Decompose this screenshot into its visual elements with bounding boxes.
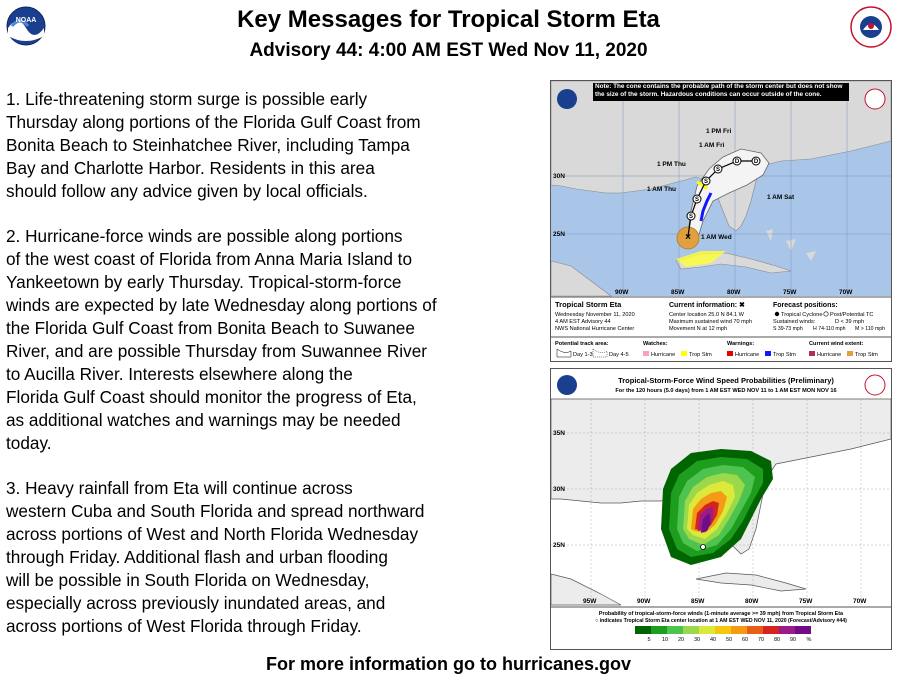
key-messages bbox=[6, 88, 536, 661]
scale-swatch bbox=[667, 626, 683, 634]
lon-70w: 70W bbox=[839, 289, 853, 296]
lon-90w: 90W bbox=[615, 289, 629, 296]
wind-lon-90w: 90W bbox=[637, 598, 651, 605]
scale-swatch bbox=[699, 626, 715, 634]
info-location: Center location 25.0 N 84.1 W bbox=[669, 312, 744, 318]
wind-lon-80w: 80W bbox=[745, 598, 759, 605]
key-message-2: 2. Hurricane-force winds are possible along portions of the west coast of Florida from Anna Maria Island to Yankeetown by early Thursday. Tropical-storm-force winds are expected by late Wednesday along portions of the Florida Gulf Coast from Bonita Beach to Suwanee River, and are possible Thursday from Suwannee River to Aucilla River. Interests elsewhere along the Florida Gulf Coast should monitor the progress of Eta, as additional watches and warnings may be needed today. bbox=[6, 226, 437, 453]
key-message-1: 1. Life-threatening storm surge is possible early Thursday along portions of the Florida Gulf Coast from Bonita Beach to Steinhatchee River, including Tampa Bay and Charlotte Harbor. Residents in this area should follow any advice given by local officials. bbox=[6, 89, 421, 201]
cone-nws-icon bbox=[865, 89, 885, 109]
track-point-5: D bbox=[734, 159, 740, 165]
info-tc-label: Tropical Cyclone bbox=[781, 312, 823, 318]
scale-swatch bbox=[683, 626, 699, 634]
scale-label: 60 bbox=[741, 637, 749, 643]
wind-noaa-icon bbox=[557, 375, 577, 395]
wind-lat-25n: 25N bbox=[553, 542, 565, 549]
wind-lat-35n: 35N bbox=[553, 430, 565, 437]
cone-forecast-map bbox=[550, 80, 892, 362]
wind-title: Tropical-Storm-Force Wind Speed Probabilities (Preliminary) bbox=[618, 376, 834, 385]
legend-hurricane-warning: Hurricane bbox=[735, 352, 760, 358]
legend-hurricane-watch: Hurricane bbox=[651, 352, 676, 358]
scale-swatch bbox=[651, 626, 667, 634]
track-point-6: D bbox=[753, 159, 759, 165]
info-max-wind: Maximum sustained wind 70 mph bbox=[669, 319, 753, 325]
info-sustained: Sustained winds: bbox=[773, 319, 816, 325]
info-center: NWS National Hurricane Center bbox=[555, 326, 635, 332]
storm-center-icon bbox=[701, 545, 706, 550]
legend-watches: Watches: bbox=[643, 341, 668, 347]
advisory-subtitle: Advisory 44: 4:00 AM EST Wed Nov 11, 2020 bbox=[249, 40, 648, 61]
info-current-heading: Current information: ✖ bbox=[669, 302, 745, 309]
info-movement: Movement N at 12 mph bbox=[669, 326, 728, 332]
legend-ts-extent: Trop Stm bbox=[855, 352, 878, 358]
lon-80w: 80W bbox=[727, 289, 741, 296]
cone-notice: Note: The cone contains the probable path of the storm center but does not show the size of the storm. Hazardous conditions can occur outside of the cone. bbox=[595, 83, 843, 98]
info-h-label: H 74-110 mph bbox=[813, 326, 846, 332]
label-1am-fri: 1 AM Fri bbox=[699, 142, 725, 149]
scale-label: 40 bbox=[709, 637, 717, 643]
info-m-label: M > 110 mph bbox=[855, 326, 886, 332]
legend-day45: Day 4-5 bbox=[609, 352, 629, 358]
track-point-1: S bbox=[688, 214, 694, 220]
post-tc-symbol-icon bbox=[824, 312, 828, 316]
hurricane-watch-swatch bbox=[643, 351, 649, 356]
legend-track-area: Potential track area: bbox=[555, 341, 609, 347]
wind-lon-95w: 95W bbox=[583, 598, 597, 605]
wind-lon-75w: 75W bbox=[799, 598, 813, 605]
wind-nws-icon bbox=[865, 375, 885, 395]
scale-swatch bbox=[795, 626, 811, 634]
info-date: Wednesday November 11, 2020 bbox=[555, 312, 635, 318]
scale-swatch bbox=[635, 626, 651, 634]
scale-label: 80 bbox=[773, 637, 781, 643]
lon-75w: 75W bbox=[783, 289, 797, 296]
label-1am-wed: 1 AM Wed bbox=[701, 234, 732, 241]
probability-scale bbox=[635, 626, 812, 643]
wind-lon-70w: 70W bbox=[853, 598, 867, 605]
scale-swatch bbox=[715, 626, 731, 634]
track-point-3: S bbox=[703, 179, 709, 185]
wind-subtitle: For the 120 hours (5.0 days) from 1 AM EST WED NOV 11 to 1 AM EST MON NOV 16 bbox=[615, 388, 837, 394]
wind-caption-2: ○ indicates Tropical Storm Eta center location at 1 AM EST WED NOV 11, 2020 (Forecast/Advisory #44) bbox=[595, 618, 847, 624]
tc-symbol-icon bbox=[775, 312, 779, 316]
scale-label: 5 bbox=[647, 637, 651, 643]
info-post-label: Post/Potential TC bbox=[830, 312, 874, 318]
legend-day13: Day 1-3 bbox=[573, 352, 593, 358]
label-1pm-thu: 1 PM Thu bbox=[657, 161, 686, 168]
footer-link-text: For more information go to hurricanes.gov bbox=[265, 654, 632, 674]
current-position-icon: × bbox=[685, 232, 691, 243]
label-1am-sat: 1 AM Sat bbox=[767, 194, 795, 201]
legend-wind-extent: Current wind extent: bbox=[809, 341, 864, 347]
info-forecast-heading: Forecast positions: bbox=[773, 302, 838, 309]
track-point-2: S bbox=[694, 197, 700, 203]
legend-ts-watch: Trop Stm bbox=[689, 352, 712, 358]
scale-label: 20 bbox=[677, 637, 685, 643]
cone-noaa-icon bbox=[557, 89, 577, 109]
info-s-label: S 39-73 mph bbox=[773, 326, 803, 332]
scale-swatch bbox=[747, 626, 763, 634]
label-1pm-fri: 1 PM Fri bbox=[706, 128, 732, 135]
scale-swatch bbox=[779, 626, 795, 634]
lat-30n: 30N bbox=[553, 173, 565, 180]
scale-swatch bbox=[763, 626, 779, 634]
track-point-4: S bbox=[715, 167, 721, 173]
label-1am-thu: 1 AM Thu bbox=[647, 186, 677, 193]
scale-label: 30 bbox=[693, 637, 701, 643]
key-message-3: 3. Heavy rainfall from Eta will continue across western Cuba and South Florida and spread northward across portions of West and North Florida Wednesday through Friday. Additional flash and urban flooding will be possible in South Florida on Wednesday, especially across previously inundated areas, and across portions of West Florida through Friday. bbox=[6, 478, 425, 636]
scale-label: 90 bbox=[789, 637, 797, 643]
scale-label: 70 bbox=[757, 637, 765, 643]
lat-25n: 25N bbox=[553, 231, 565, 238]
wind-caption-1: Probability of tropical-storm-force winds (1-minute average >= 39 mph) from Tropical Storm Eta bbox=[598, 611, 844, 617]
wind-lat-30n: 30N bbox=[553, 486, 565, 493]
ts-extent-swatch bbox=[847, 351, 853, 356]
legend-ts-warning: Trop Stm bbox=[773, 352, 796, 358]
legend-hurricane-extent: Hurricane bbox=[817, 352, 842, 358]
scale-label: 50 bbox=[725, 637, 733, 643]
info-advisory: 4 AM EST Advisory 44 bbox=[555, 319, 611, 325]
scale-label: % bbox=[806, 637, 812, 643]
scale-label: 10 bbox=[661, 637, 669, 643]
wind-probability-map bbox=[550, 368, 892, 650]
info-d-label: D < 39 mph bbox=[835, 319, 865, 325]
hurricane-extent-swatch bbox=[809, 351, 815, 356]
lon-85w: 85W bbox=[671, 289, 685, 296]
nws-logo bbox=[850, 6, 892, 53]
info-storm-name: Tropical Storm Eta bbox=[555, 300, 622, 309]
page-title: Key Messages for Tropical Storm Eta bbox=[237, 6, 660, 33]
wind-lon-85w: 85W bbox=[691, 598, 705, 605]
ts-warning-swatch bbox=[765, 351, 771, 356]
ts-watch-swatch bbox=[681, 351, 687, 356]
noaa-logo-text: NOAA bbox=[15, 17, 37, 24]
legend-warnings: Warnings: bbox=[727, 341, 755, 347]
scale-swatch bbox=[731, 626, 747, 634]
hurricane-warning-swatch bbox=[727, 351, 733, 356]
